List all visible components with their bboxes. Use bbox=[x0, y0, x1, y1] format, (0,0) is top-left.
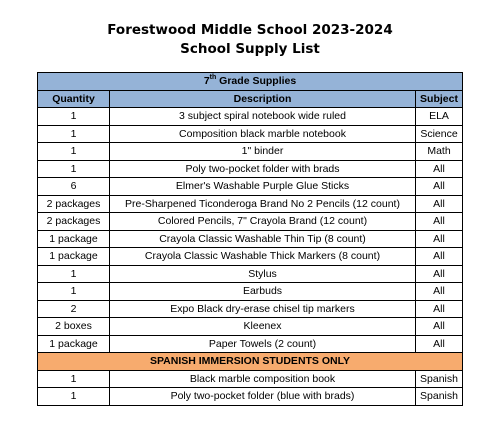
table-row bbox=[38, 265, 463, 283]
description-cell: Poly two-pocket folder (blue with brads) bbox=[110, 388, 416, 406]
quantity-cell: 1 bbox=[38, 108, 110, 126]
quantity-cell: 1 bbox=[38, 125, 110, 143]
description-cell: Pre-Sharpened Ticonderoga Brand No 2 Pencils (12 count) bbox=[110, 195, 416, 213]
quantity-cell: 1 bbox=[38, 283, 110, 301]
description-cell: Poly two-pocket folder with brads bbox=[110, 160, 416, 178]
table-row bbox=[38, 213, 463, 231]
quantity-cell: 1 bbox=[38, 265, 110, 283]
quantity-cell: 1 bbox=[38, 370, 110, 388]
supply-table bbox=[37, 72, 463, 406]
quantity-cell: 1 package bbox=[38, 230, 110, 248]
description-header: Description bbox=[110, 90, 416, 108]
quantity-cell: 6 bbox=[38, 178, 110, 196]
description-cell: Earbuds bbox=[110, 283, 416, 301]
grade-header-row bbox=[38, 73, 463, 91]
spanish-header: SPANISH IMMERSION STUDENTS ONLY bbox=[38, 353, 463, 371]
description-cell: Paper Towels (2 count) bbox=[110, 335, 416, 353]
subject-cell: All bbox=[416, 265, 463, 283]
description-cell: Crayola Classic Washable Thick Markers (8 count) bbox=[110, 248, 416, 266]
quantity-cell: 2 bbox=[38, 300, 110, 318]
quantity-header: Quantity bbox=[38, 90, 110, 108]
table-row bbox=[38, 335, 463, 353]
page-title: Forestwood Middle School 2023-2024 bbox=[107, 22, 393, 38]
description-cell: Kleenex bbox=[110, 318, 416, 336]
table-row bbox=[38, 388, 463, 406]
table-row bbox=[38, 195, 463, 213]
grade-suffix: th bbox=[209, 73, 217, 81]
quantity-cell: 1 package bbox=[38, 248, 110, 266]
subject-cell: Math bbox=[416, 143, 463, 161]
quantity-cell: 1 package bbox=[38, 335, 110, 353]
grade-label: Grade Supplies bbox=[216, 75, 297, 88]
subject-cell: Spanish bbox=[416, 388, 463, 406]
grade-number: 7 bbox=[203, 75, 210, 88]
description-cell: Composition black marble notebook bbox=[110, 125, 416, 143]
table-row bbox=[38, 160, 463, 178]
subject-cell: All bbox=[416, 318, 463, 336]
table-row bbox=[38, 248, 463, 266]
table-row bbox=[38, 370, 463, 388]
quantity-cell: 1 bbox=[38, 388, 110, 406]
subject-header: Subject bbox=[416, 90, 463, 108]
quantity-cell: 2 boxes bbox=[38, 318, 110, 336]
subject-cell: All bbox=[416, 195, 463, 213]
page-subtitle: School Supply List bbox=[180, 41, 320, 57]
table-row bbox=[38, 108, 463, 126]
subject-cell: All bbox=[416, 230, 463, 248]
column-header-row bbox=[38, 90, 463, 108]
subject-cell: All bbox=[416, 248, 463, 266]
description-cell: Elmer's Washable Purple Glue Sticks bbox=[110, 178, 416, 196]
subject-cell: All bbox=[416, 335, 463, 353]
subject-cell: Science bbox=[416, 125, 463, 143]
table-row bbox=[38, 178, 463, 196]
description-cell: Expo Black dry-erase chisel tip markers bbox=[110, 300, 416, 318]
subject-cell: ELA bbox=[416, 108, 463, 126]
subject-cell: All bbox=[416, 283, 463, 301]
subject-cell: All bbox=[416, 213, 463, 231]
description-cell: Colored Pencils, 7" Crayola Brand (12 count) bbox=[110, 213, 416, 231]
table-row bbox=[38, 125, 463, 143]
subject-cell: All bbox=[416, 160, 463, 178]
subject-cell: All bbox=[416, 178, 463, 196]
table-row bbox=[38, 230, 463, 248]
table-row bbox=[38, 318, 463, 336]
quantity-cell: 2 packages bbox=[38, 195, 110, 213]
table-row bbox=[38, 300, 463, 318]
quantity-cell: 2 packages bbox=[38, 213, 110, 231]
description-cell: Black marble composition book bbox=[110, 370, 416, 388]
description-cell: 1" binder bbox=[110, 143, 416, 161]
spanish-header-row bbox=[38, 353, 463, 371]
table-row bbox=[38, 143, 463, 161]
subject-cell: Spanish bbox=[416, 370, 463, 388]
description-cell: Crayola Classic Washable Thin Tip (8 count) bbox=[110, 230, 416, 248]
description-cell: Stylus bbox=[110, 265, 416, 283]
quantity-cell: 1 bbox=[38, 143, 110, 161]
grade-header bbox=[38, 73, 463, 91]
description-cell: 3 subject spiral notebook wide ruled bbox=[110, 108, 416, 126]
subject-cell: All bbox=[416, 300, 463, 318]
quantity-cell: 1 bbox=[38, 160, 110, 178]
table-row bbox=[38, 283, 463, 301]
